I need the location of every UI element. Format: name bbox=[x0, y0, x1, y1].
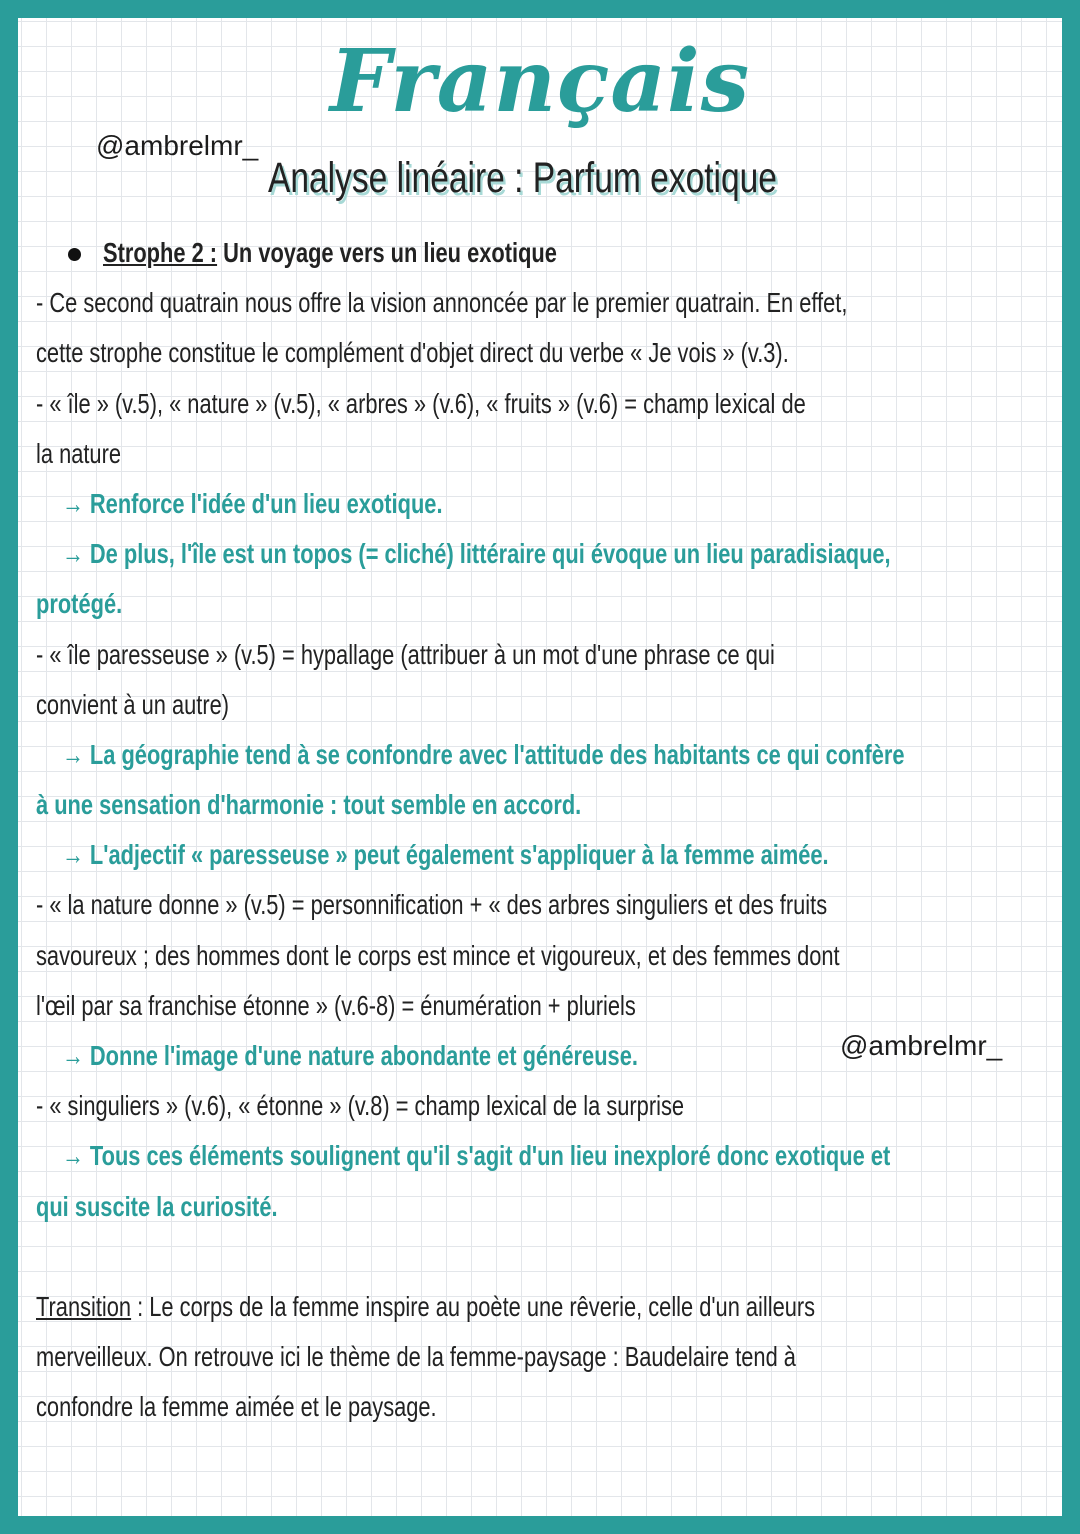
text-line: : Le corps de la femme inspire au poète une rêverie, celle d'un ailleurs bbox=[131, 1290, 816, 1322]
highlight-line: à une sensation d'harmonie : tout semble en accord. bbox=[36, 789, 582, 821]
highlight-line: → Tous ces éléments soulignent qu'il s'agit d'un lieu inexploré donc exotique et bbox=[62, 1140, 891, 1172]
text-line: - Ce second quatrain nous offre la vision annoncée par le premier quatrain. En effet, bbox=[36, 287, 848, 319]
text-line: convient à un autre) bbox=[36, 688, 230, 720]
page-title: Français bbox=[329, 31, 751, 132]
bullet-icon bbox=[68, 248, 81, 261]
note-content bbox=[36, 228, 1044, 1433]
text-line: l'œil par sa franchise étonne » (v.6-8) = énumération + pluriels bbox=[36, 989, 636, 1021]
section-heading bbox=[36, 228, 1044, 278]
highlight-line: → De plus, l'île est un topos (= cliché) littéraire qui évoque un lieu paradisiaque, bbox=[62, 538, 891, 570]
section-label: Strophe 2 : bbox=[103, 237, 218, 268]
author-handle-watermark: @ambrelmr_ bbox=[840, 1030, 1003, 1061]
highlight-line: qui suscite la curiosité. bbox=[36, 1190, 278, 1222]
section-title: Un voyage vers un lieu exotique bbox=[223, 237, 557, 268]
page-subtitle: Analyse linéaire : Parfum exotique bbox=[268, 154, 777, 202]
text-line: confondre la femme aimée et le paysage. bbox=[36, 1391, 437, 1423]
text-line: savoureux ; des hommes dont le corps est mince et vigoureux, et des femmes dont bbox=[36, 939, 840, 971]
text-line: cette strophe constitue le complément d'objet direct du verbe « Je vois » (v.3). bbox=[36, 337, 789, 369]
transition-paragraph bbox=[36, 1282, 1044, 1332]
text-line: - « la nature donne » (v.5) = personnification + « des arbres singuliers et des fruits bbox=[36, 889, 828, 921]
note-page bbox=[18, 18, 1062, 1516]
text-line: - « singuliers » (v.6), « étonne » (v.8) = champ lexical de la surprise bbox=[36, 1090, 685, 1122]
highlight-line: → Renforce l'idée d'un lieu exotique. bbox=[62, 487, 443, 519]
author-handle: @ambrelmr_ bbox=[96, 130, 259, 161]
text-line: merveilleux. On retrouve ici le thème de la femme-paysage : Baudelaire tend à bbox=[36, 1341, 796, 1373]
highlight-line: → L'adjectif « paresseuse » peut également s'appliquer à la femme aimée. bbox=[62, 839, 829, 871]
text-line: - « île paresseuse » (v.5) = hypallage (attribuer à un mot d'une phrase ce qui bbox=[36, 638, 775, 670]
transition-label: Transition bbox=[36, 1290, 132, 1322]
text-line: - « île » (v.5), « nature » (v.5), « arbres » (v.6), « fruits » (v.6) = champ lexical de bbox=[36, 387, 806, 419]
text-line: la nature bbox=[36, 437, 121, 469]
highlight-line: → Donne l'image d'une nature abondante et généreuse. bbox=[62, 1040, 638, 1071]
highlight-line: protégé. bbox=[36, 588, 123, 620]
highlight-line: → La géographie tend à se confondre avec l'attitude des habitants ce qui confère bbox=[62, 738, 905, 770]
